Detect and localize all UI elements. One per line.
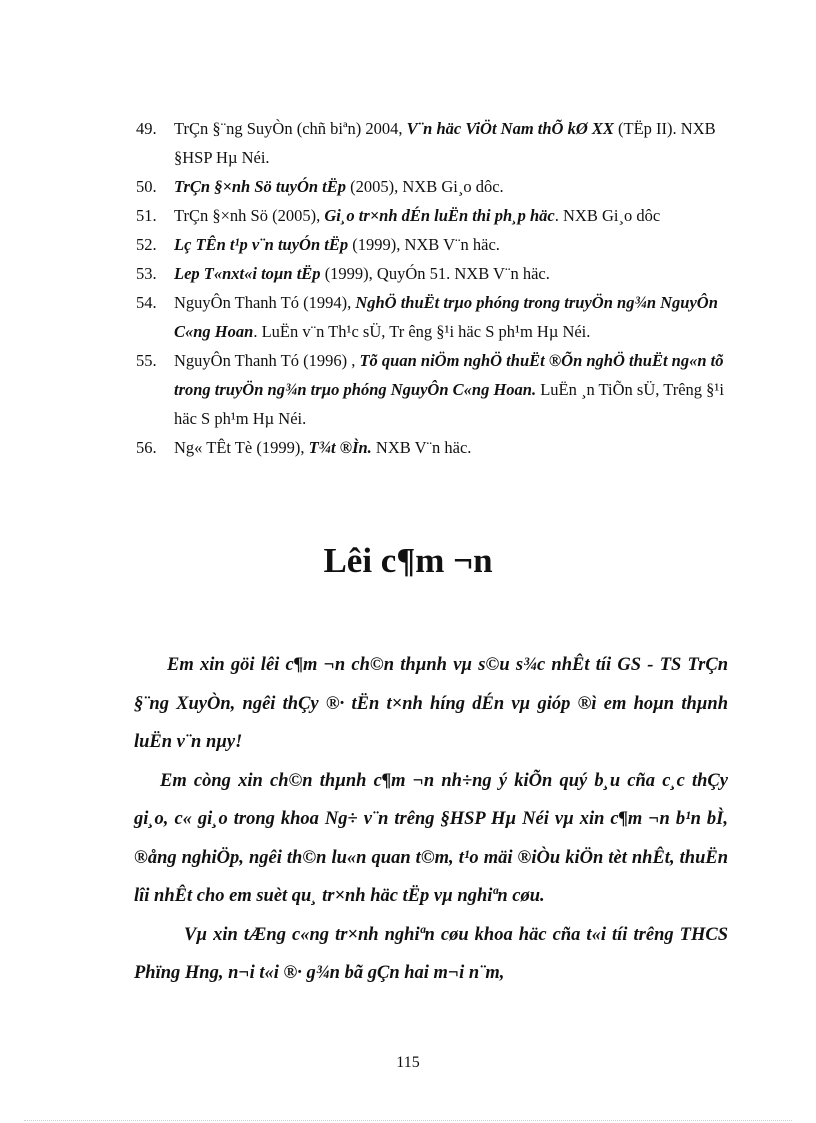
reference-title: Lep T«nxt«i toµn tËp	[174, 264, 321, 283]
reference-title: V¨n häc ViÖt Nam thÕ kØ XX	[406, 119, 614, 138]
reference-item: 54. NguyÔn Thanh Tó (1994), NghÖ thuËt trµo phóng trong truyÖn ng¾n NguyÔn C«ng Hoan. LuËn v¨n Th¹c sÜ, Tr êng §¹i häc S ph¹m Hµ Néi.	[136, 288, 736, 346]
acknowledgement-paragraph: Vµ xin tÆng c«ng tr×nh nghiªn cøu khoa häc cña t«i tíi trêng THCS Phïng Hng, n¬i t«i ®· g¾n bã gÇn hai m¬i n¨m,	[134, 924, 728, 983]
acknowledgement-text	[134, 646, 728, 993]
reference-title: T¾t ®Ìn.	[308, 438, 372, 457]
reference-number: 50.	[136, 177, 157, 196]
reference-number: 51.	[136, 206, 157, 225]
reference-number: 54.	[136, 293, 157, 312]
reference-item: 50. TrÇn §×nh Sö tuyÓn tËp (2005), NXB Gi¸o dôc.	[136, 172, 736, 201]
acknowledgement-paragraph: Em còng xin ch©n thµnh c¶m ¬n nh÷ng ý kiÕn quý b¸u cña c¸c thÇy gi¸o, c« gi¸o trong khoa Ng÷ v¨n trêng §HSP Hµ Néi vµ xin c¶m ¬n b¹n bÌ, ®ång nghiÖp, ngêi th©n lu«n quan t©m, t¹o mäi ®iÒu kiÖn tèt nhÊt, thuËn lîi nhÊt cho em suèt qu¸ tr×nh häc tËp vµ nghiªn cøu.	[134, 770, 728, 906]
reference-title: Gi¸o tr×nh dÉn luËn thi ph¸p häc	[324, 206, 555, 225]
reference-list	[136, 114, 736, 462]
reference-number: 55.	[136, 351, 157, 370]
reference-item: 55. NguyÔn Thanh Tó (1996) , Tõ quan niÖm nghÖ thuËt ®Õn nghÖ thuËt ng«n tõ trong truyÖn ng¾n trµo phóng NguyÔn C«ng Hoan. LuËn ¸n TiÕn sÜ, Trêng §¹i häc S ph¹m Hµ Néi.	[136, 346, 736, 433]
acknowledgement-paragraph: Em xin göi lêi c¶m ¬n ch©n thµnh vµ s©u s¾c nhÊt tíi GS - TS TrÇn §¨ng XuyÒn, ngêi thÇy ®· tËn t×nh híng dÉn vµ gióp ®ì em hoµn thµnh luËn v¨n nµy!	[134, 655, 728, 752]
page-number: 115	[396, 1054, 420, 1071]
reference-title: TrÇn §×nh Sö tuyÓn tËp	[174, 177, 347, 196]
reference-number: 49.	[136, 119, 157, 138]
reference-number: 53.	[136, 264, 157, 283]
reference-item: 51. TrÇn §×nh Sö (2005), Gi¸o tr×nh dÉn luËn thi ph¸p häc. NXB Gi¸o dôc	[136, 201, 736, 230]
reference-item: 49. TrÇn §¨ng SuyÒn (chñ biªn) 2004, V¨n häc ViÖt Nam thÕ kØ XX (TËp II). NXB §HSP Hµ Néi.	[136, 114, 736, 172]
section-title: Lêi c¶m ¬n	[323, 541, 493, 580]
reference-item: 52. Lç TÊn t¹p v¨n tuyÓn tËp (1999), NXB V¨n häc.	[136, 230, 736, 259]
reference-title: Lç TÊn t¹p v¨n tuyÓn tËp	[174, 235, 349, 254]
reference-number: 52.	[136, 235, 157, 254]
reference-number: 56.	[136, 438, 157, 457]
reference-title: Tõ quan niÖm nghÖ thuËt ®Õn nghÖ thuËt ng«n tõ trong truyÖn ng¾n trµo phóng NguyÔn C«ng Hoan.	[174, 351, 724, 399]
page-bottom-divider	[24, 1120, 792, 1121]
reference-item: 53. Lep T«nxt«i toµn tËp (1999), QuyÓn 51. NXB V¨n häc.	[136, 259, 736, 288]
reference-title: NghÖ thuËt trµo phóng trong truyÖn ng¾n NguyÔn C«ng Hoan	[174, 293, 718, 341]
reference-item: 56. Ng« TÊt Tè (1999), T¾t ®Ìn. NXB V¨n häc.	[136, 433, 736, 462]
